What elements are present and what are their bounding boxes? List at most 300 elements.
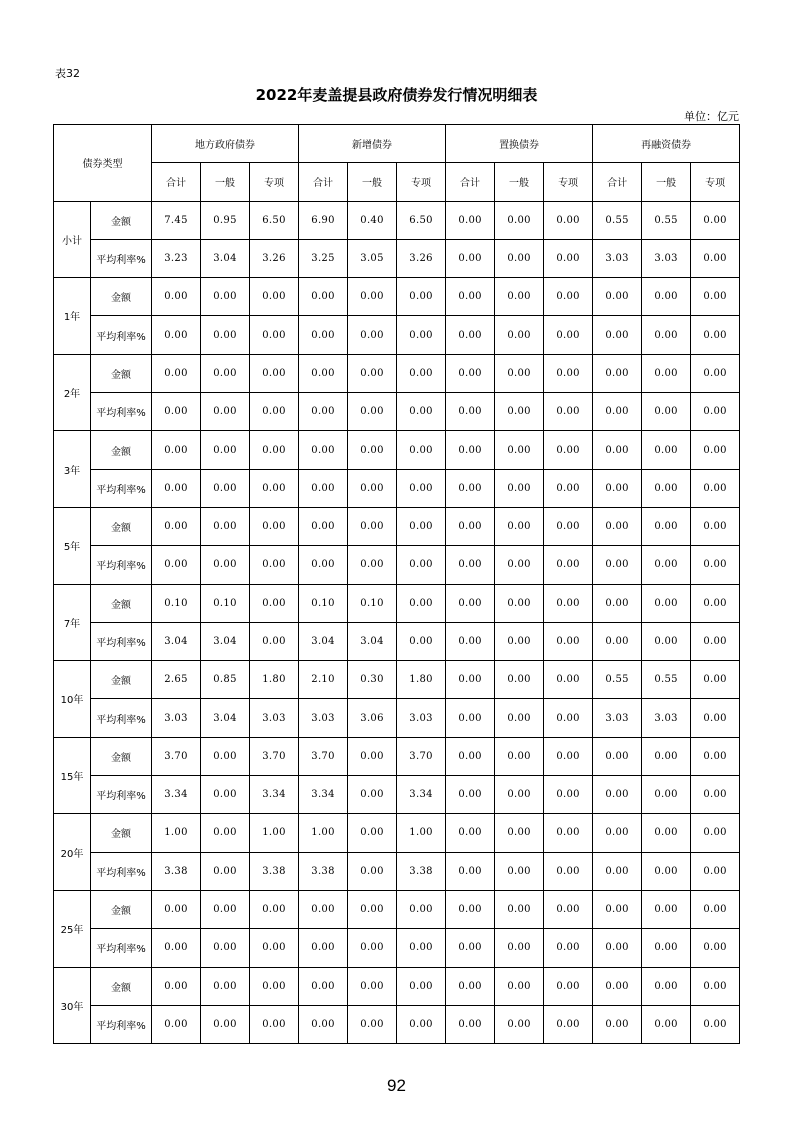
period-label: 15年 xyxy=(54,737,91,814)
value-cell: 0.00 xyxy=(691,852,740,890)
value-cell: 0.00 xyxy=(299,431,348,469)
value-cell: 0.00 xyxy=(201,469,250,507)
value-cell: 3.34 xyxy=(152,776,201,814)
period-label: 5年 xyxy=(54,507,91,584)
value-cell: 3.03 xyxy=(152,699,201,737)
value-cell: 0.00 xyxy=(152,1005,201,1043)
bond-issuance-table xyxy=(53,124,740,1044)
value-cell: 2.10 xyxy=(299,661,348,699)
value-cell: 3.06 xyxy=(348,699,397,737)
subheader-general: 一般 xyxy=(642,163,691,201)
value-cell: 0.00 xyxy=(201,737,250,775)
value-cell: 0.00 xyxy=(642,737,691,775)
value-cell: 0.00 xyxy=(544,393,593,431)
value-cell: 3.26 xyxy=(397,239,446,277)
value-cell: 0.00 xyxy=(544,967,593,1005)
value-cell: 0.00 xyxy=(348,814,397,852)
value-cell: 0.00 xyxy=(201,814,250,852)
value-cell: 0.00 xyxy=(691,1005,740,1043)
group-header-new: 新增债券 xyxy=(299,125,446,163)
value-cell: 0.00 xyxy=(446,852,495,890)
value-cell: 0.00 xyxy=(642,393,691,431)
value-cell: 0.00 xyxy=(495,239,544,277)
subheader-general: 一般 xyxy=(348,163,397,201)
value-cell: 0.00 xyxy=(495,201,544,239)
value-cell: 0.00 xyxy=(348,393,397,431)
value-cell: 0.00 xyxy=(642,814,691,852)
value-cell: 0.00 xyxy=(642,929,691,967)
subheader-general: 一般 xyxy=(201,163,250,201)
value-cell: 0.10 xyxy=(299,584,348,622)
value-cell: 0.00 xyxy=(397,507,446,545)
metric-label-amount: 金额 xyxy=(91,737,152,775)
metric-label-amount: 金额 xyxy=(91,890,152,928)
value-cell: 0.00 xyxy=(495,584,544,622)
value-cell: 0.00 xyxy=(593,469,642,507)
table-row xyxy=(54,929,740,967)
value-cell: 0.00 xyxy=(495,699,544,737)
table-row xyxy=(54,1005,740,1043)
metric-label-rate: 平均利率% xyxy=(91,929,152,967)
value-cell: 0.00 xyxy=(348,852,397,890)
value-cell: 0.00 xyxy=(544,661,593,699)
value-cell: 0.00 xyxy=(348,354,397,392)
value-cell: 0.00 xyxy=(348,776,397,814)
value-cell: 0.00 xyxy=(250,967,299,1005)
value-cell: 0.00 xyxy=(544,546,593,584)
value-cell: 0.00 xyxy=(691,622,740,660)
subheader-special: 专项 xyxy=(250,163,299,201)
value-cell: 0.00 xyxy=(152,278,201,316)
value-cell: 3.04 xyxy=(201,622,250,660)
metric-label-rate: 平均利率% xyxy=(91,1005,152,1043)
value-cell: 6.90 xyxy=(299,201,348,239)
value-cell: 0.00 xyxy=(691,929,740,967)
value-cell: 0.00 xyxy=(348,546,397,584)
value-cell: 1.80 xyxy=(397,661,446,699)
value-cell: 0.00 xyxy=(201,929,250,967)
value-cell: 0.00 xyxy=(691,431,740,469)
value-cell: 0.55 xyxy=(642,201,691,239)
corner-header: 债券类型 xyxy=(54,125,152,202)
value-cell: 0.00 xyxy=(446,1005,495,1043)
page-number: 92 xyxy=(387,1076,406,1095)
value-cell: 0.00 xyxy=(642,622,691,660)
subheader-total: 合计 xyxy=(152,163,201,201)
value-cell: 0.00 xyxy=(593,890,642,928)
value-cell: 0.00 xyxy=(691,316,740,354)
value-cell: 0.00 xyxy=(397,890,446,928)
value-cell: 0.00 xyxy=(691,584,740,622)
value-cell: 0.00 xyxy=(495,661,544,699)
value-cell: 0.00 xyxy=(495,890,544,928)
value-cell: 0.00 xyxy=(250,316,299,354)
value-cell: 0.00 xyxy=(691,354,740,392)
value-cell: 0.00 xyxy=(299,354,348,392)
value-cell: 6.50 xyxy=(397,201,446,239)
subheader-special: 专项 xyxy=(544,163,593,201)
value-cell: 0.00 xyxy=(642,852,691,890)
value-cell: 0.00 xyxy=(495,278,544,316)
value-cell: 1.00 xyxy=(152,814,201,852)
value-cell: 0.00 xyxy=(397,393,446,431)
value-cell: 0.00 xyxy=(348,929,397,967)
value-cell: 3.38 xyxy=(152,852,201,890)
period-label: 3年 xyxy=(54,431,91,508)
value-cell: 0.00 xyxy=(495,622,544,660)
value-cell: 0.00 xyxy=(495,967,544,1005)
value-cell: 0.00 xyxy=(201,852,250,890)
value-cell: 0.30 xyxy=(348,661,397,699)
value-cell: 3.05 xyxy=(348,239,397,277)
table-row xyxy=(54,661,740,699)
value-cell: 0.00 xyxy=(544,201,593,239)
value-cell: 0.00 xyxy=(348,967,397,1005)
value-cell: 0.00 xyxy=(446,814,495,852)
table-row xyxy=(54,737,740,775)
value-cell: 0.00 xyxy=(250,469,299,507)
value-cell: 0.00 xyxy=(593,814,642,852)
value-cell: 0.00 xyxy=(691,776,740,814)
value-cell: 0.00 xyxy=(495,507,544,545)
value-cell: 0.00 xyxy=(593,852,642,890)
value-cell: 0.00 xyxy=(446,584,495,622)
value-cell: 0.00 xyxy=(691,278,740,316)
value-cell: 3.34 xyxy=(299,776,348,814)
value-cell: 0.00 xyxy=(397,354,446,392)
value-cell: 0.00 xyxy=(397,967,446,1005)
value-cell: 0.00 xyxy=(250,546,299,584)
value-cell: 3.70 xyxy=(250,737,299,775)
value-cell: 0.00 xyxy=(544,469,593,507)
value-cell: 3.38 xyxy=(299,852,348,890)
metric-label-amount: 金额 xyxy=(91,967,152,1005)
table-row xyxy=(54,967,740,1005)
value-cell: 1.00 xyxy=(299,814,348,852)
value-cell: 0.00 xyxy=(397,469,446,507)
value-cell: 0.00 xyxy=(642,584,691,622)
value-cell: 0.00 xyxy=(446,929,495,967)
table-row xyxy=(54,316,740,354)
value-cell: 0.00 xyxy=(544,776,593,814)
subheader-total: 合计 xyxy=(446,163,495,201)
value-cell: 0.10 xyxy=(201,584,250,622)
metric-label-amount: 金额 xyxy=(91,278,152,316)
value-cell: 0.00 xyxy=(544,1005,593,1043)
value-cell: 0.00 xyxy=(250,584,299,622)
value-cell: 0.00 xyxy=(691,661,740,699)
value-cell: 0.00 xyxy=(691,239,740,277)
value-cell: 0.00 xyxy=(397,929,446,967)
value-cell: 1.00 xyxy=(250,814,299,852)
value-cell: 0.00 xyxy=(348,890,397,928)
value-cell: 0.00 xyxy=(691,469,740,507)
value-cell: 0.00 xyxy=(201,546,250,584)
value-cell: 0.00 xyxy=(544,316,593,354)
metric-label-rate: 平均利率% xyxy=(91,316,152,354)
subheader-total: 合计 xyxy=(299,163,348,201)
table-row xyxy=(54,814,740,852)
value-cell: 0.00 xyxy=(495,776,544,814)
value-cell: 0.00 xyxy=(446,661,495,699)
value-cell: 0.00 xyxy=(299,929,348,967)
value-cell: 3.03 xyxy=(593,699,642,737)
value-cell: 0.00 xyxy=(495,354,544,392)
value-cell: 0.00 xyxy=(495,852,544,890)
value-cell: 3.34 xyxy=(397,776,446,814)
value-cell: 0.00 xyxy=(152,507,201,545)
value-cell: 0.00 xyxy=(691,507,740,545)
table-row xyxy=(54,622,740,660)
value-cell: 0.00 xyxy=(495,546,544,584)
period-label: 10年 xyxy=(54,661,91,738)
value-cell: 0.00 xyxy=(495,393,544,431)
value-cell: 0.00 xyxy=(348,431,397,469)
value-cell: 0.00 xyxy=(593,507,642,545)
value-cell: 0.00 xyxy=(642,507,691,545)
metric-label-amount: 金额 xyxy=(91,431,152,469)
value-cell: 0.00 xyxy=(691,967,740,1005)
value-cell: 3.04 xyxy=(299,622,348,660)
value-cell: 0.00 xyxy=(299,469,348,507)
value-cell: 0.00 xyxy=(397,584,446,622)
value-cell: 0.00 xyxy=(691,890,740,928)
value-cell: 0.00 xyxy=(642,431,691,469)
table-row xyxy=(54,852,740,890)
metric-label-amount: 金额 xyxy=(91,814,152,852)
period-label: 小计 xyxy=(54,201,91,278)
value-cell: 0.00 xyxy=(299,546,348,584)
table-row xyxy=(54,431,740,469)
value-cell: 0.00 xyxy=(691,546,740,584)
value-cell: 0.55 xyxy=(593,661,642,699)
value-cell: 3.23 xyxy=(152,239,201,277)
value-cell: 0.00 xyxy=(348,507,397,545)
value-cell: 0.00 xyxy=(250,507,299,545)
value-cell: 0.10 xyxy=(152,584,201,622)
value-cell: 0.00 xyxy=(397,431,446,469)
value-cell: 0.00 xyxy=(544,890,593,928)
metric-label-rate: 平均利率% xyxy=(91,699,152,737)
value-cell: 0.00 xyxy=(544,354,593,392)
metric-label-rate: 平均利率% xyxy=(91,469,152,507)
value-cell: 0.00 xyxy=(446,776,495,814)
value-cell: 0.00 xyxy=(446,431,495,469)
period-label: 1年 xyxy=(54,278,91,355)
metric-label-rate: 平均利率% xyxy=(91,546,152,584)
value-cell: 0.00 xyxy=(544,431,593,469)
value-cell: 0.00 xyxy=(446,737,495,775)
value-cell: 0.00 xyxy=(593,737,642,775)
metric-label-amount: 金额 xyxy=(91,661,152,699)
period-label: 2年 xyxy=(54,354,91,431)
value-cell: 0.00 xyxy=(446,393,495,431)
value-cell: 0.00 xyxy=(250,622,299,660)
value-cell: 0.00 xyxy=(250,929,299,967)
value-cell: 0.00 xyxy=(544,814,593,852)
value-cell: 0.00 xyxy=(397,1005,446,1043)
value-cell: 0.95 xyxy=(201,201,250,239)
table-row xyxy=(54,584,740,622)
value-cell: 0.00 xyxy=(299,967,348,1005)
value-cell: 3.25 xyxy=(299,239,348,277)
value-cell: 0.00 xyxy=(446,201,495,239)
period-label: 25年 xyxy=(54,890,91,967)
value-cell: 0.00 xyxy=(544,929,593,967)
value-cell: 0.00 xyxy=(593,929,642,967)
value-cell: 3.70 xyxy=(397,737,446,775)
value-cell: 7.45 xyxy=(152,201,201,239)
value-cell: 0.00 xyxy=(201,1005,250,1043)
value-cell: 0.00 xyxy=(299,890,348,928)
value-cell: 0.00 xyxy=(299,278,348,316)
value-cell: 0.00 xyxy=(446,699,495,737)
value-cell: 3.03 xyxy=(642,699,691,737)
table-row xyxy=(54,278,740,316)
value-cell: 3.34 xyxy=(250,776,299,814)
value-cell: 0.00 xyxy=(250,1005,299,1043)
value-cell: 0.00 xyxy=(299,393,348,431)
group-header-refinancing: 再融资债券 xyxy=(593,125,740,163)
value-cell: 0.00 xyxy=(593,584,642,622)
value-cell: 0.00 xyxy=(642,354,691,392)
value-cell: 0.00 xyxy=(642,776,691,814)
value-cell: 0.10 xyxy=(348,584,397,622)
value-cell: 0.00 xyxy=(495,469,544,507)
value-cell: 3.26 xyxy=(250,239,299,277)
value-cell: 0.00 xyxy=(544,622,593,660)
value-cell: 0.00 xyxy=(299,316,348,354)
value-cell: 3.38 xyxy=(397,852,446,890)
value-cell: 0.00 xyxy=(201,316,250,354)
value-cell: 0.00 xyxy=(691,699,740,737)
value-cell: 0.00 xyxy=(642,546,691,584)
table-row xyxy=(54,239,740,277)
value-cell: 0.00 xyxy=(348,1005,397,1043)
value-cell: 0.00 xyxy=(495,1005,544,1043)
value-cell: 0.00 xyxy=(446,316,495,354)
value-cell: 0.85 xyxy=(201,661,250,699)
value-cell: 0.00 xyxy=(691,201,740,239)
value-cell: 0.00 xyxy=(446,354,495,392)
value-cell: 0.00 xyxy=(152,546,201,584)
value-cell: 0.00 xyxy=(446,278,495,316)
value-cell: 0.00 xyxy=(544,507,593,545)
value-cell: 0.00 xyxy=(593,354,642,392)
value-cell: 0.00 xyxy=(348,278,397,316)
value-cell: 0.00 xyxy=(593,278,642,316)
value-cell: 0.00 xyxy=(348,469,397,507)
subheader-special: 专项 xyxy=(397,163,446,201)
value-cell: 0.00 xyxy=(495,316,544,354)
period-label: 30年 xyxy=(54,967,91,1044)
value-cell: 0.00 xyxy=(495,814,544,852)
value-cell: 0.00 xyxy=(544,239,593,277)
metric-label-rate: 平均利率% xyxy=(91,776,152,814)
table-row xyxy=(54,890,740,928)
value-cell: 0.00 xyxy=(544,699,593,737)
value-cell: 0.00 xyxy=(201,393,250,431)
value-cell: 0.00 xyxy=(250,890,299,928)
value-cell: 3.70 xyxy=(152,737,201,775)
value-cell: 0.00 xyxy=(152,929,201,967)
value-cell: 3.04 xyxy=(201,239,250,277)
value-cell: 0.00 xyxy=(593,393,642,431)
value-cell: 0.00 xyxy=(446,507,495,545)
value-cell: 0.00 xyxy=(544,852,593,890)
value-cell: 0.00 xyxy=(495,929,544,967)
value-cell: 0.00 xyxy=(544,584,593,622)
metric-label-amount: 金额 xyxy=(91,354,152,392)
value-cell: 0.40 xyxy=(348,201,397,239)
value-cell: 0.00 xyxy=(691,814,740,852)
value-cell: 3.03 xyxy=(593,239,642,277)
value-cell: 0.00 xyxy=(152,316,201,354)
value-cell: 0.00 xyxy=(446,469,495,507)
value-cell: 0.00 xyxy=(544,278,593,316)
page-title: 2022年麦盖提县政府债券发行情况明细表 xyxy=(255,86,538,104)
table-row xyxy=(54,507,740,545)
subheader-general: 一般 xyxy=(495,163,544,201)
value-cell: 0.00 xyxy=(201,776,250,814)
value-cell: 0.00 xyxy=(593,431,642,469)
subheader-total: 合计 xyxy=(593,163,642,201)
value-cell: 0.00 xyxy=(446,239,495,277)
value-cell: 0.00 xyxy=(446,967,495,1005)
metric-label-rate: 平均利率% xyxy=(91,852,152,890)
subheader-row xyxy=(54,163,740,201)
subheader-special: 专项 xyxy=(691,163,740,201)
value-cell: 0.00 xyxy=(544,737,593,775)
value-cell: 0.00 xyxy=(593,967,642,1005)
value-cell: 0.00 xyxy=(397,622,446,660)
table-row xyxy=(54,354,740,392)
value-cell: 3.04 xyxy=(348,622,397,660)
value-cell: 0.00 xyxy=(397,316,446,354)
metric-label-rate: 平均利率% xyxy=(91,622,152,660)
value-cell: 0.00 xyxy=(201,890,250,928)
value-cell: 0.00 xyxy=(152,393,201,431)
value-cell: 0.00 xyxy=(348,316,397,354)
value-cell: 0.00 xyxy=(201,354,250,392)
value-cell: 0.00 xyxy=(593,776,642,814)
value-cell: 0.00 xyxy=(397,278,446,316)
value-cell: 0.00 xyxy=(397,546,446,584)
value-cell: 0.00 xyxy=(250,354,299,392)
value-cell: 0.00 xyxy=(250,431,299,469)
group-header-local-gov: 地方政府债券 xyxy=(152,125,299,163)
value-cell: 0.00 xyxy=(201,278,250,316)
value-cell: 0.00 xyxy=(642,316,691,354)
value-cell: 3.03 xyxy=(397,699,446,737)
table-row xyxy=(54,699,740,737)
value-cell: 2.65 xyxy=(152,661,201,699)
value-cell: 0.55 xyxy=(642,661,691,699)
value-cell: 0.00 xyxy=(495,737,544,775)
group-header-replacement: 置换债券 xyxy=(446,125,593,163)
table-row xyxy=(54,776,740,814)
value-cell: 3.04 xyxy=(201,699,250,737)
value-cell: 3.03 xyxy=(299,699,348,737)
value-cell: 0.00 xyxy=(642,469,691,507)
table-row xyxy=(54,546,740,584)
value-cell: 0.00 xyxy=(299,1005,348,1043)
value-cell: 0.00 xyxy=(152,890,201,928)
value-cell: 0.00 xyxy=(152,431,201,469)
value-cell: 0.00 xyxy=(593,622,642,660)
value-cell: 0.00 xyxy=(642,890,691,928)
table-row xyxy=(54,201,740,239)
